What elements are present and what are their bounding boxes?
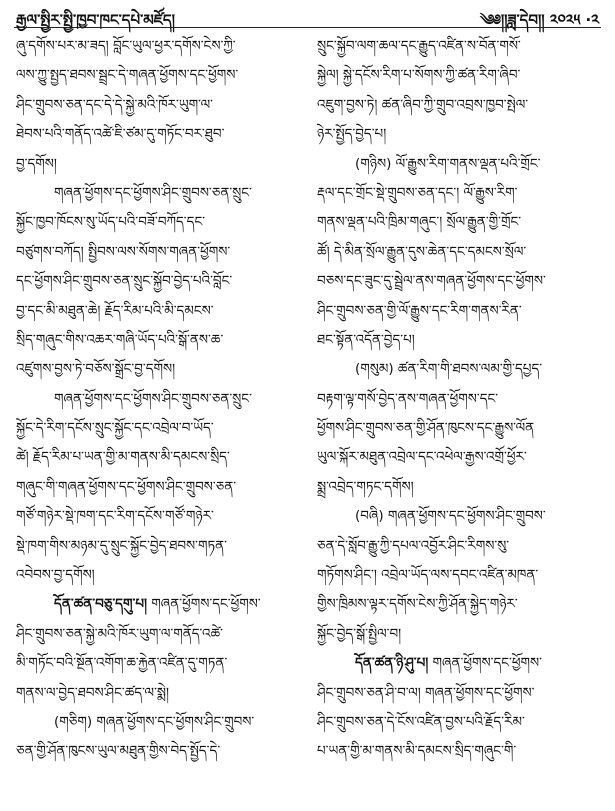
text-line: གནས་ལ་བྱེད་ཐབས་ཤིང་ཚད་ལ་སྨེ། [16, 684, 170, 701]
article-heading: དོན་ཚན་ཉི་ཤུ་པ། [355, 655, 429, 672]
text-line: འཛུགས་བྱས་ཏེ་བཅོས་སྒྲོང་བྱ་དགོས། [16, 361, 176, 378]
text-line: ཤིང་གྲུབས་ཅན་གྱི་ལོ་རྒྱུས་དང་རིག་གནས་རིན་ [317, 302, 522, 319]
text-line: འབེབས་བྱ་དགོས། [16, 567, 95, 584]
line-text: གཞན་ཕྱོགས་དང་ཕྱོགས་ [147, 596, 261, 613]
text-line: སྡེ་ཁག་གིས་མཉམ་དུ་སྲུང་སྐྱོང་བྱེད་ཐབས་གཏན་ [16, 537, 227, 554]
text-line: བཙུགས་བཀོད། སྤྱིབས་ལས་སོགས་གཞན་ཕྱོགས་ [16, 243, 231, 260]
text-line: པ་ཡན་གྱི་མ་གནས་མི་དམངས་སྲིད་གཞུང་གི་ [317, 743, 517, 760]
text-line: གཏོགས་ཤིང་། འབྲེལ་ཡོད་ལས་དབང་འཛིན་མཁན་ [317, 567, 539, 584]
text-line: ཞུ་དགོས་པར་མ་ཟད། བློང་ཡུལ་ཕྱར་དགོས་ངེས་ཀྱི་ [16, 38, 236, 54]
publication-title: རྒྱལ་སྤྱིར་སྤྱི་ཁྱབ་ཁང་དཔེ་མཛོད། [16, 11, 175, 29]
issue-number: ༄༅།།ཟླ་དེབ།། ༢༠༢༥ ·༢ [479, 11, 599, 29]
text-line: (བཞི) གཞན་ཕྱོགས་དང་ཕྱོགས་ཤིང་གྲུབས་ [355, 508, 546, 525]
text-line: དང་ཕྱོགས་ཤིང་གྲུབས་ཅན་སྲུང་སྐྱོབ་བྱེད་པའི་བློང་ [16, 273, 233, 290]
text-line: བྱ་དང་མི་མཐུན་ཆེ། རྗོད་རིམ་པའི་མི་དམངས་ [16, 302, 214, 319]
text-line: རྡལ་དང་གྲོང་སྡེ་གྲུབས་ཅན་དང་། ལོ་རྒྱུས་རིག་ [317, 184, 518, 201]
text-line: ཐེབས་པའི་གནོད་འཚེ་ཇི་ཙམ་དུ་གཏོང་བར་ཐུབ་ [16, 126, 225, 143]
text-line: ཉེར་སྤྱོད་བྱེད་པ། [317, 126, 387, 143]
text-line: གཙོ་གཉེར་སྡེ་ཁག་དང་རིག་དངོས་གཙོ་གཉེར་ [16, 508, 214, 525]
text-line: གཞུང་གི་གཞན་ཕྱོགས་དང་ཕྱོགས་ཤིང་གྲུབས་ཅན་ [16, 478, 237, 495]
text-line: སྨྲ་འབྲེད་གཏང་དགོས། [317, 478, 414, 495]
right-column [317, 32, 601, 767]
left-column [16, 32, 300, 767]
text-line: སྲུང་སྐྱོབ་ལག་ཆལ་དང་རྒྱུད་འཛིན་ས་བོན་གསོ་ [317, 38, 521, 54]
page-header [14, 0, 601, 30]
text-line: (གཉིས) ལོ་རྒྱུས་རིག་གནས་ལྡན་པའི་གྲོང་ [355, 155, 541, 172]
text-line: ཅན་དེ་སློབ་རྒྱུ་ཀྱི་དཔལ་འབྱོར་ཤིང་རིགས་སུ་ [317, 537, 510, 554]
header-rule [14, 27, 601, 28]
text-line [317, 649, 601, 678]
text-line: བཅས་དང་ཟུང་དུ་སྦྲེལ་ནས་གཞན་ཕྱོགས་དང་ཕྱོགས་ [317, 273, 546, 290]
text-line: ཤིང་གྲུབས་ཅན་སྐྱེ་མའི་ཁོར་ཡུག་ལ་གནོད་འཚེ་ [16, 625, 223, 642]
text-line: ཐང་སྟོན་འདོན་བྱེད་པ། [317, 331, 415, 348]
text-line: གཞན་ཕྱོགས་དང་ཕྱོགས་ཤིང་གྲུབས་ཅན་སྲུང་ [54, 390, 252, 407]
text-line: སྐྱོང་བྱེད་སྒོ་སྤྱིལ་བ། [317, 625, 402, 642]
text-line: སྐྱོང་ཁྱབ་ཁོངས་སུ་ཡོད་པའི་བཟོ་བཀོད་དང་ [16, 214, 206, 231]
text-line: ཤིང་གྲུབས་ཅན་ཤི་བ་ལ། གཞན་ཕྱོགས་དང་ཕྱོགས་ [317, 684, 535, 701]
text-line: གཞན་ཕྱོགས་དང་ཕྱོགས་ཤིང་གྲུབས་ཅན་སྲུང་ [54, 184, 252, 201]
text-line: གནས་ལྡན་པའི་ཁྲིམ་གཞུང་། སྲོལ་རྒྱུན་གྱི་གྲོང་ [317, 214, 522, 231]
text-line: ཡུལ་སྐོར་མཐུན་འབྲེལ་དང་འཕེལ་རྒྱས་འགྲོ་ཕྱོར་ [317, 449, 527, 466]
article-heading: དོན་ཚན་བཅུ་དགུ་པ། [54, 596, 147, 613]
text-line: ཕྱོགས་ཤིང་གྲུབས་ཅན་གྱི་ཤོན་ཁུངས་དང་རྒྱུས་ལོན [317, 420, 535, 437]
text-line: ཤིང་གྲུབས་ཅན་དེ་ངོས་འཛིན་བྱས་པའི་རྗོད་རིམ་ [317, 713, 525, 730]
text-line: ཚེ། རྗོད་རིམ་པ་ཡན་གྱི་མ་གནས་མི་དམངས་སྲིད་ [16, 449, 230, 466]
text-line: མི་གཏོང་བའི་སྔོན་འགོག་ཆ་རྐྱེན་འཛིན་དུ་གཏན་ [16, 655, 228, 672]
text-line: འཇུག་བྱས་ཏེ། ཚན་ཞིབ་ཀྱི་གྲུབ་འབྲས་ཁྱབ་སྤེལ་ [317, 96, 529, 113]
text-line: སྐྱེལ། སྐྱེ་དངོས་རིག་པ་སོགས་ཀྱི་ཚན་རིག་ཞིབ་ [317, 67, 521, 84]
text-line: ཚོ། དེ་མིན་སྲོལ་རྒྱུན་དུས་ཆེན་དང་དམངས་སྲོལ་ [317, 243, 527, 260]
text-line: གྱིས་ཁྲིམས་ལྟར་དགོས་ངེས་ཀྱི་ཤོན་སྐྱེད་གཉེར་ [317, 596, 518, 613]
text-line: ལས་ཀྱུ་སྤྱད་ཐབས་སྦྲང་དེ་གཞན་ཕྱོགས་དང་ཕྱོགས་ [16, 67, 239, 84]
text-line: (གསུམ) ཚན་རིག་གི་ཐབས་ལམ་གྱི་དཔྱད་ [355, 361, 543, 378]
text-line: བརྟག་ལྟ་གསོ་བྱེད་ནས་གཞན་ཕྱོགས་དང་ [317, 390, 499, 407]
text-line: (གཅིག) གཞན་ཕྱོགས་དང་ཕྱོགས་ཤིང་གྲུབས་ [54, 713, 255, 730]
text-line: ཅན་གྱི་ཤོན་ཁུངས་ཡུལ་མཐུན་གྱིས་བེད་སྤྱོད་དེ་ [16, 743, 221, 760]
line-text: གཞན་ཕྱོགས་དང་ཕྱོགས་ [428, 655, 542, 672]
text-line: བྱ་དགོས། [16, 155, 57, 172]
text-line: སྲིད་གཞུང་གིས་འཆར་གཞི་ཡོད་པའི་སྒོ་ནས་ཆ་ [16, 331, 224, 348]
text-line: ཤིང་གྲུབས་ཅན་དང་དེ་དེ་སྐྱེ་མའི་ཁོར་ཡུག་ལ་ [16, 96, 213, 113]
text-line [16, 590, 300, 619]
text-line: སྐྱོང་དེ་རིག་དངོས་སྲུང་སྐྱོང་དང་འབྲེལ་བ་ཡོད་ [16, 420, 214, 437]
